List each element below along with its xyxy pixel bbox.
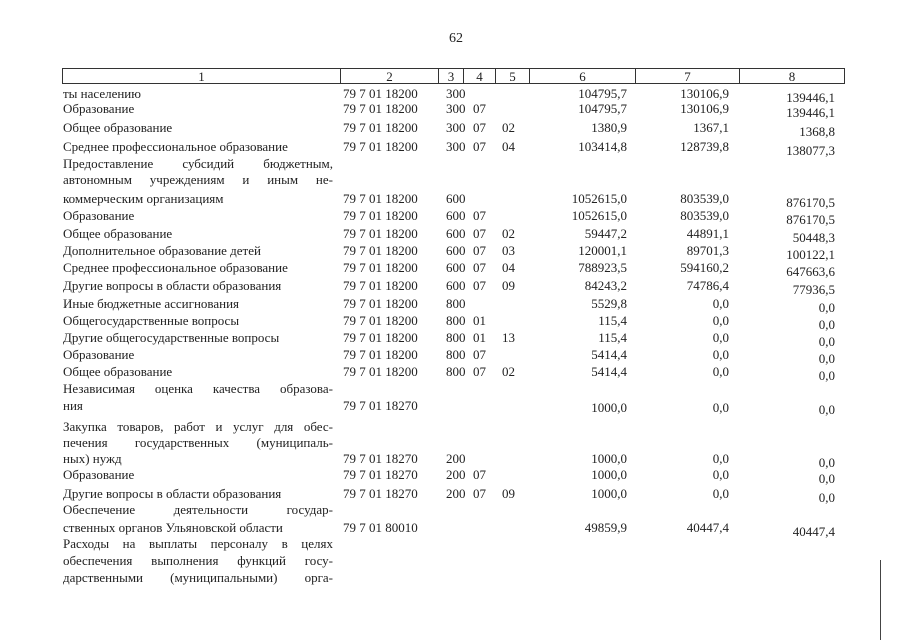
row-col-3: 200 [446,486,466,501]
header-col-2: 2 [340,68,438,84]
row-value-8: 0,0 [818,351,835,366]
row-value-7: 130106,9 [680,86,729,101]
row-value-8: 1368,8 [799,124,835,139]
row-value-8: 139446,1 [786,105,835,120]
row-value-7: 0,0 [712,313,729,328]
header-col-8: 8 [739,68,845,84]
row-value-6: 1380,9 [591,120,627,135]
row-col-3: 300 [446,86,466,101]
row-code: 79 7 01 18270 [343,486,418,501]
header-col-1: 1 [62,68,340,84]
row-col-5: 02 [502,226,515,241]
row-code: 79 7 01 18200 [343,243,418,258]
row-col-3: 600 [446,243,466,258]
header-col-3: 3 [438,68,463,84]
row-label: Другие вопросы в области образования [63,278,282,293]
row-value-7: 0,0 [712,330,729,345]
row-col-3: 800 [446,347,466,362]
table-row [0,313,905,330]
row-value-6: 5414,4 [591,364,627,379]
table-row [0,502,905,519]
row-code: 79 7 01 18200 [343,260,418,275]
row-col-3: 300 [446,120,466,135]
row-value-6: 115,4 [598,330,627,345]
table-row [0,347,905,364]
row-label: ния [63,398,83,413]
row-code: 79 7 01 18200 [343,278,418,293]
row-value-6: 104795,7 [578,86,627,101]
row-label: Дополнительное образование детей [63,243,261,258]
row-value-8: 0,0 [818,300,835,315]
row-code: 79 7 01 18200 [343,191,418,206]
row-col-3: 800 [446,330,466,345]
table-row [0,435,905,452]
table-row [0,419,905,436]
row-label: автономным учреждениям и иным не- [63,172,333,187]
row-code: 79 7 01 18200 [343,313,418,328]
row-value-7: 0,0 [712,486,729,501]
row-label: Другие общегосударственные вопросы [63,330,280,345]
row-label: Общее образование [63,226,173,241]
row-value-6: 59447,2 [584,226,627,241]
table-row [0,139,905,156]
row-code: 79 7 01 18270 [343,451,418,466]
row-col-3: 800 [446,313,466,328]
row-label: ты населению [63,86,141,101]
row-value-6: 5529,8 [591,296,627,311]
row-value-6: 49859,9 [584,520,627,535]
row-col-5: 04 [502,260,515,275]
row-code: 79 7 01 18200 [343,208,418,223]
row-col-4: 07 [473,467,486,482]
row-value-8: 0,0 [818,368,835,383]
table-row [0,570,905,587]
row-label: обеспечения выполнения функций госу- [63,553,333,568]
row-col-3: 300 [446,101,466,116]
row-value-8: 0,0 [818,402,835,417]
row-col-4: 07 [473,208,486,223]
row-col-3: 600 [446,260,466,275]
table-row [0,364,905,381]
row-value-7: 128739,8 [680,139,729,154]
row-col-3: 800 [446,364,466,379]
row-value-8: 139446,1 [786,90,835,105]
table-row [0,156,905,173]
row-value-8: 100122,1 [786,247,835,262]
row-col-5: 04 [502,139,515,154]
row-col-4: 07 [473,364,486,379]
table-row [0,226,905,243]
row-value-7: 1367,1 [693,120,729,135]
row-col-3: 600 [446,191,466,206]
table-row [0,191,905,208]
row-code: 79 7 01 18200 [343,364,418,379]
table-row [0,208,905,225]
row-value-7: 89701,3 [686,243,729,258]
row-label: Среднее профессиональное образование [63,139,288,154]
row-col-5: 13 [502,330,515,345]
row-value-6: 1000,0 [591,451,627,466]
row-label: Расходы на выплаты персоналу в целях [63,536,333,551]
table-row [0,101,905,118]
row-label: Предоставление субсидий бюджетным, [63,156,333,171]
row-value-8: 0,0 [818,471,835,486]
table-row [0,467,905,484]
row-code: 79 7 01 18200 [343,226,418,241]
row-col-5: 09 [502,278,515,293]
row-label: коммерческим организациям [63,191,224,206]
row-value-7: 0,0 [712,364,729,379]
row-value-6: 1000,0 [591,486,627,501]
row-value-6: 115,4 [598,313,627,328]
table-row [0,120,905,137]
row-value-7: 40447,4 [686,520,729,535]
row-code: 79 7 01 18200 [343,330,418,345]
table-row [0,172,905,189]
row-col-5: 02 [502,364,515,379]
row-col-3: 200 [446,451,466,466]
row-value-8: 40447,4 [792,524,835,539]
row-col-4: 07 [473,226,486,241]
table-row [0,486,905,503]
table-row [0,296,905,313]
table-row [0,243,905,260]
row-col-4: 07 [473,139,486,154]
header-col-7: 7 [635,68,739,84]
table-row [0,260,905,277]
row-code: 79 7 01 18200 [343,86,418,101]
row-code: 79 7 01 18270 [343,398,418,413]
row-value-7: 44891,1 [686,226,729,241]
row-col-3: 800 [446,296,466,311]
row-value-6: 120001,1 [578,243,627,258]
row-col-4: 07 [473,347,486,362]
row-col-4: 01 [473,313,486,328]
table-row [0,451,905,468]
table-row [0,536,905,553]
row-value-8: 876170,5 [786,212,835,227]
row-label: Образование [63,467,135,482]
row-col-4: 07 [473,260,486,275]
row-value-6: 1052615,0 [571,191,627,206]
row-value-6: 1000,0 [591,467,627,482]
row-value-7: 803539,0 [680,208,729,223]
row-label: Образование [63,347,135,362]
row-value-8: 647663,6 [786,264,835,279]
row-value-7: 0,0 [712,347,729,362]
table-row [0,330,905,347]
table-row [0,553,905,570]
row-value-7: 0,0 [712,296,729,311]
row-value-6: 5414,4 [591,347,627,362]
row-value-6: 1000,0 [591,400,627,415]
row-code: 79 7 01 18270 [343,467,418,482]
row-label: Общее образование [63,120,173,135]
row-value-8: 77936,5 [792,282,835,297]
row-code: 79 7 01 18200 [343,296,418,311]
row-value-7: 594160,2 [680,260,729,275]
row-value-7: 0,0 [712,451,729,466]
row-value-7: 803539,0 [680,191,729,206]
row-label: Обеспечение деятельности государ- [63,502,333,517]
row-col-5: 03 [502,243,515,258]
row-value-6: 104795,7 [578,101,627,116]
row-label: Иные бюджетные ассигнования [63,296,240,311]
row-label: Другие вопросы в области образования [63,486,282,501]
header-col-4: 4 [463,68,495,84]
row-value-8: 0,0 [818,455,835,470]
row-label: Образование [63,101,135,116]
table-row [0,398,905,415]
row-label: ственных органов Ульяновской области [63,520,283,535]
row-label: Общее образование [63,364,173,379]
row-value-8: 138077,3 [786,143,835,158]
row-label: Среднее профессиональное образование [63,260,288,275]
row-value-7: 0,0 [712,400,729,415]
row-col-4: 07 [473,120,486,135]
row-value-7: 0,0 [712,467,729,482]
row-value-6: 788923,5 [578,260,627,275]
row-code: 79 7 01 18200 [343,347,418,362]
row-value-6: 103414,8 [578,139,627,154]
row-col-3: 600 [446,208,466,223]
header-col-5: 5 [495,68,529,84]
row-label: Образование [63,208,135,223]
table-row [0,520,905,537]
row-label: печения государственных (муниципаль- [63,435,333,450]
header-col-6: 6 [529,68,635,84]
row-code: 79 7 01 80010 [343,520,418,535]
row-value-6: 84243,2 [584,278,627,293]
row-col-5: 02 [502,120,515,135]
row-label: Общегосударственные вопросы [63,313,240,328]
row-label: ных) нужд [63,451,122,466]
row-value-8: 0,0 [818,317,835,332]
row-col-3: 200 [446,467,466,482]
table-row [0,278,905,295]
row-col-4: 01 [473,330,486,345]
row-value-7: 74786,4 [686,278,729,293]
row-label: Независимая оценка качества образова- [63,381,333,396]
scan-edge-line [880,560,881,640]
page-number: 62 [449,31,463,46]
row-col-3: 600 [446,278,466,293]
row-col-3: 600 [446,226,466,241]
row-value-8: 876170,5 [786,195,835,210]
row-code: 79 7 01 18200 [343,139,418,154]
row-col-4: 07 [473,101,486,116]
row-col-3: 300 [446,139,466,154]
row-col-4: 07 [473,278,486,293]
row-col-4: 07 [473,243,486,258]
row-label: Закупка товаров, работ и услуг для обес- [63,419,333,434]
row-col-5: 09 [502,486,515,501]
row-value-8: 0,0 [818,490,835,505]
row-value-8: 0,0 [818,334,835,349]
row-code: 79 7 01 18200 [343,120,418,135]
row-col-4: 07 [473,486,486,501]
row-value-6: 1052615,0 [571,208,627,223]
row-code: 79 7 01 18200 [343,101,418,116]
table-row [0,381,905,398]
row-value-7: 130106,9 [680,101,729,116]
row-value-8: 50448,3 [792,230,835,245]
row-label: дарственными (муниципальными) орга- [63,570,333,585]
